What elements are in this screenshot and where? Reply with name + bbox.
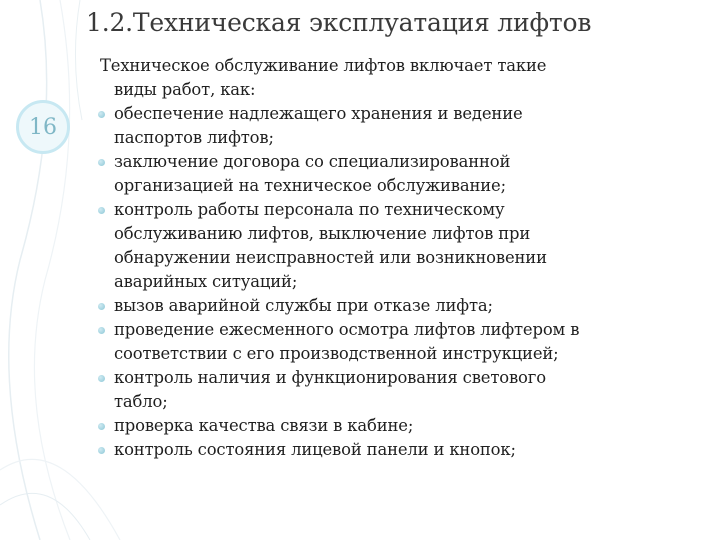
- page-number: 16: [29, 114, 57, 140]
- list-item-text: проведение ежесменного осмотра лифтов лифтером в соответствии с его производственной инструкцией;: [114, 320, 580, 363]
- bullet-list: [92, 102, 710, 462]
- intro-line-2: виды работ, как:: [114, 80, 256, 99]
- list-item-text: контроль наличия и функционирования светового табло;: [114, 368, 546, 411]
- list-item-text: обеспечение надлежащего хранения и ведение паспортов лифтов;: [114, 104, 523, 147]
- list-item-text: проверка качества связи в кабине;: [114, 416, 414, 435]
- list-item-text: вызов аварийной службы при отказе лифта;: [114, 296, 493, 315]
- list-item-text: заключение договора со специализированной организацией на техническое обслуживание;: [114, 152, 511, 195]
- slide-title: 1.2.Техническая эксплуатация лифтов: [86, 8, 592, 37]
- intro-line-1: Техническое обслуживание лифтов включает такие: [100, 56, 547, 75]
- list-item: [92, 102, 710, 150]
- round-bullet-icon: [98, 207, 105, 214]
- list-item: [92, 294, 710, 318]
- round-bullet-icon: [98, 423, 105, 430]
- round-bullet-icon: [98, 327, 105, 334]
- list-item: [92, 318, 710, 366]
- intro-text: [100, 54, 710, 102]
- round-bullet-icon: [98, 375, 105, 382]
- list-item: [92, 438, 710, 462]
- list-item: [92, 150, 710, 198]
- round-bullet-icon: [98, 303, 105, 310]
- round-bullet-icon: [98, 111, 105, 118]
- list-item: [92, 414, 710, 438]
- list-item: [92, 198, 710, 294]
- list-item-text: контроль работы персонала по техническому обслуживанию лифтов, выключение лифтов при обнаружении неисправностей или возникновении аварийных ситуаций;: [114, 200, 547, 291]
- list-item-text: контроль состояния лицевой панели и кнопок;: [114, 440, 516, 459]
- list-item: [92, 366, 710, 414]
- page-number-badge: [16, 100, 70, 154]
- round-bullet-icon: [98, 447, 105, 454]
- slide-content: [92, 54, 710, 462]
- round-bullet-icon: [98, 159, 105, 166]
